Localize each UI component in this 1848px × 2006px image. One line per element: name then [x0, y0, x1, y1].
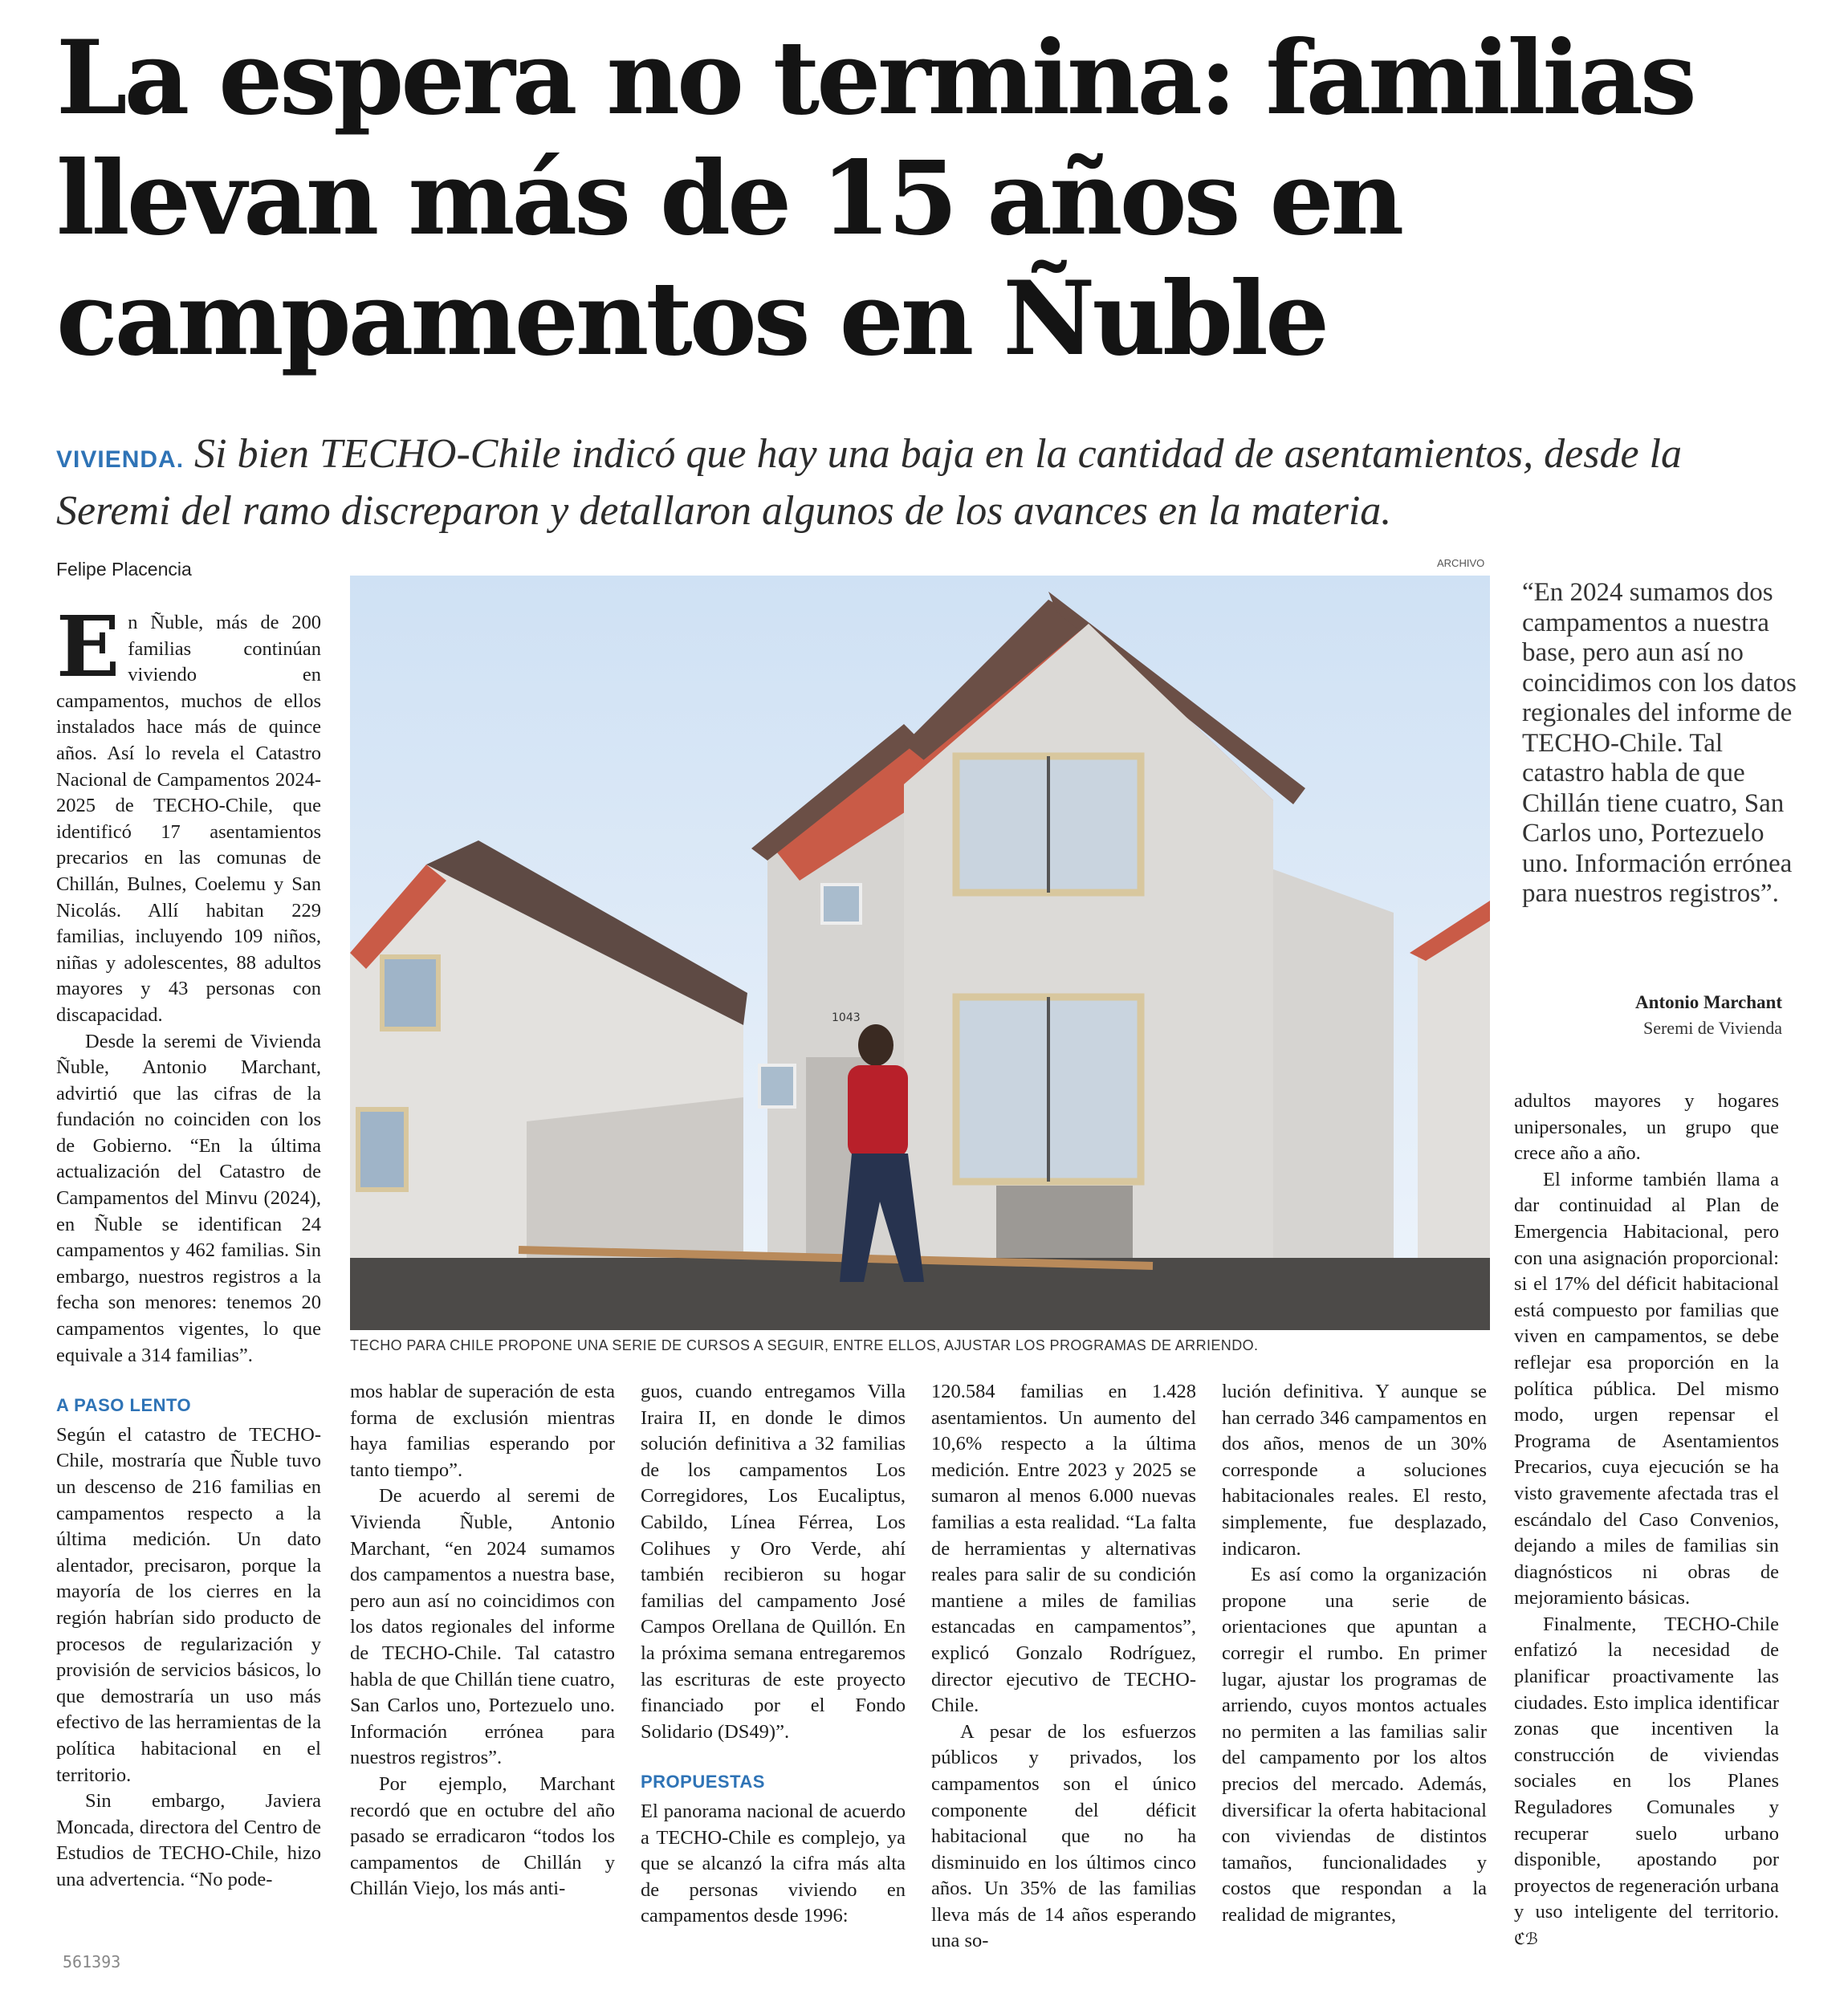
paragraph: De acuerdo al seremi de Vivienda Ñuble, Antonio Marchant, “en 2024 sumamos dos campamentos a nuestra base, pero aun así no coincidimos con los datos regionales del informe de TECHO-Chile. Tal catastro habla de que Chillán tiene cuatro, San Carlos uno, Portezuelo uno. Información errónea para nuestros registros”.: [350, 1485, 615, 1769]
column-3: [641, 1379, 906, 1930]
article-photo: [350, 576, 1490, 1330]
paragraph: mos hablar de superación de esta forma de exclusión mientras haya familias esperando por tanto tiempo”.: [350, 1381, 615, 1481]
right-house: [1410, 901, 1490, 1282]
photo-caption: TECHO PARA CHILE PROPONE UNA SERIE DE CURSOS A SEGUIR, ENTRE ELLOS, AJUSTAR LOS PROGRAMAS DE ARRIENDO.: [350, 1337, 1259, 1353]
paragraph: guos, cuando entregamos Villa Iraira II, en donde le dimos solución definitiva a 32 familias de los campamentos Los Corregidores, Los Eucaliptus, Cabildo, Línea Férrea, Los Colihues y Oro Verde, ahí también recibieron su hogar familias del campamento José Campos Orellana de Quillón. En la próxima semana entregaremos las escrituras de este proyecto financiado por el Fondo Solidario (DS49)”.: [641, 1381, 906, 1743]
paragraph: Finalmente, TECHO-Chile enfatizó la necesidad de planificar proactivamente las ciudades. Esto implica identificar zonas que incentiven la construcción de viviendas sociales en los Planes Reguladores Comunales y recuperar suelo urbano disponible, apostando por proyectos de regeneración urbana y uso inteligente del territorio. ℭℬ: [1514, 1613, 1779, 1948]
byline: Felipe Placencia: [56, 559, 192, 580]
paragraph: A pesar de los esfuerzos públicos y privados, los campamentos son el único componente del déficit habitacional que no ha disminuido en los últimos cinco años. Un 35% de las familias lleva más de 14 años esperando una so-: [931, 1720, 1196, 1952]
deck-text: Si bien TECHO-Chile indicó que hay una baja en la cantidad de asentamientos, desde la Seremi del ramo discreparon y detallaron algunos de los avances en la materia.: [56, 431, 1682, 534]
house-number: 1043: [832, 1011, 861, 1024]
drop-cap: E: [56, 597, 120, 696]
paragraph: Desde la seremi de Vivienda Ñuble, Antonio Marchant, advirtió que las cifras de la fundación no coinciden con los de Gobierno. “En la última actualización del Catastro de Campamentos del Minvu (2024), en Ñuble se identifican 24 campamentos y 462 familias. Sin embargo, nuestros registros a la fecha son menores: tenemos 20 campamentos vigentes, lo que equivale a 314 familias”.: [56, 1030, 321, 1366]
paragraph: Sin embargo, Javiera Moncada, directora del Centro de Estudios de TECHO-Chile, hizo una advertencia. “No pode-: [56, 1790, 321, 1890]
subhead-a-paso-lento: A PASO LENTO: [56, 1395, 192, 1416]
section-kicker: VIVIENDA.: [56, 446, 185, 473]
headline-line-2: llevan más de 15 años en: [56, 139, 1402, 258]
column-6: [1514, 1088, 1779, 1952]
column-1: [56, 597, 321, 1894]
column-4: [931, 1379, 1196, 1955]
pull-quote-name: Antonio Marchant: [1635, 992, 1782, 1012]
paragraph: lución definitiva. Y aunque se han cerrado 346 campamentos en dos años, menos de un 30% corresponde a soluciones habitacionales reales. El resto, simplemente, fue desplazado, indicaron.: [1222, 1381, 1487, 1560]
deck: [56, 429, 1798, 537]
paragraph: El informe también llama a dar continuidad al Plan de Emergencia Habitacional, pero con una asignación proporcional: si el 17% del déficit habitacional está compuesto por familias que viven en campamentos, se debe reflejar esa proporción en la política pública. Del mismo modo, urgen repensar el Programa de Asentamientos Precarios, cuya ejecución se ha visto gravemente afectada tras el escándalo del Caso Convenios, dejando a miles de familias sin diagnósticos ni obras de mejoramiento básicas.: [1514, 1168, 1779, 1609]
headline: [56, 18, 1806, 379]
pull-quote-role: Seremi de Vivienda: [1642, 1018, 1782, 1038]
paragraph: El panorama nacional de acuerdo a TECHO-Chile es complejo, ya que se alcanzó la cifra más alta de personas viviendo en campamentos desde 1996:: [641, 1800, 906, 1927]
paragraph: 120.584 familias en 1.428 asentamientos. Un aumento del 10,6% respecto a la última medición. Entre 2023 y 2025 se sumaron al menos 6.000 nuevas familias a esta realidad. “La falta de herramientas y alternativas reales para salir de su condición mantiene a miles de familias estancadas en campamentos”, explicó Gonzalo Rodríguez, director ejecutivo de TECHO-Chile.: [931, 1381, 1196, 1717]
photo-credit: ARCHIVO: [1437, 557, 1485, 569]
paragraph: Según el catastro de TECHO-Chile, mostraría que Ñuble tuvo un descenso de 216 familias en campamentos respecto a la última medición. Un dato alentador, precisaron, porque la mayoría de los cierres en la región habrían sido producto de procesos de regularización y provisión de servicios básicos, lo que demostraría un uso más efectivo de las herramientas de la política habitacional en el territorio.: [56, 1423, 321, 1786]
page-id: 561393: [63, 1952, 121, 1971]
pull-quote: “En 2024 sumamos dos campamentos a nuestra base, pero aun así no coincidimos con los datos regionales del informe de TECHO-Chile. Tal catastro habla de que Chillán tiene cuatro, San Carlos uno, Portezuelo uno. Información errónea para nuestros registros”.: [1522, 578, 1797, 908]
subhead-propuestas: PROPUESTAS: [641, 1772, 765, 1792]
headline-line-1: La espera no termina: familias: [56, 18, 1694, 137]
headline-line-3: campamentos en Ñuble: [56, 259, 1327, 378]
paragraph: adultos mayores y hogares unipersonales, un grupo que crece año a año.: [1514, 1090, 1779, 1165]
end-mark-icon: ℭℬ: [1514, 1929, 1538, 1948]
lead-paragraph: En Ñuble, más de 200 familias continúan viviendo en campamentos, muchos de ellos instalados hace más de quince años. Así lo revela el Catastro Nacional de Campamentos 2024-2025 de TECHO-Chile, que identificó 17 asentamientos precarios en las comunas de Chillán, Bulnes, Coelemu y San Nicolás. Allí habitan 229 familias, incluyendo 109 niños, niñas y adolescentes, 88 adultos mayores y 43 personas con discapacidad.: [56, 597, 321, 1026]
column-5: [1222, 1379, 1487, 1928]
houses-illustration: [350, 576, 1490, 1330]
column-2: [350, 1379, 615, 1902]
paragraph: Por ejemplo, Marchant recordó que en octubre del año pasado se erradicaron “todos los campamentos de Chillán y Chillán Viejo, los más anti-: [350, 1772, 615, 1900]
paragraph: Es así como la organización propone una serie de orientaciones que apuntan a corregir el rumbo. En primer lugar, ajustar los programas de arriendo, cuyos montos actuales no permiten a las familias salir del campamento por los altos precios del mercado. Además, diversificar la oferta habitacional con viviendas de distintos tamaños, funcionalidades y costos que respondan a la realidad de migrantes,: [1222, 1564, 1487, 1926]
